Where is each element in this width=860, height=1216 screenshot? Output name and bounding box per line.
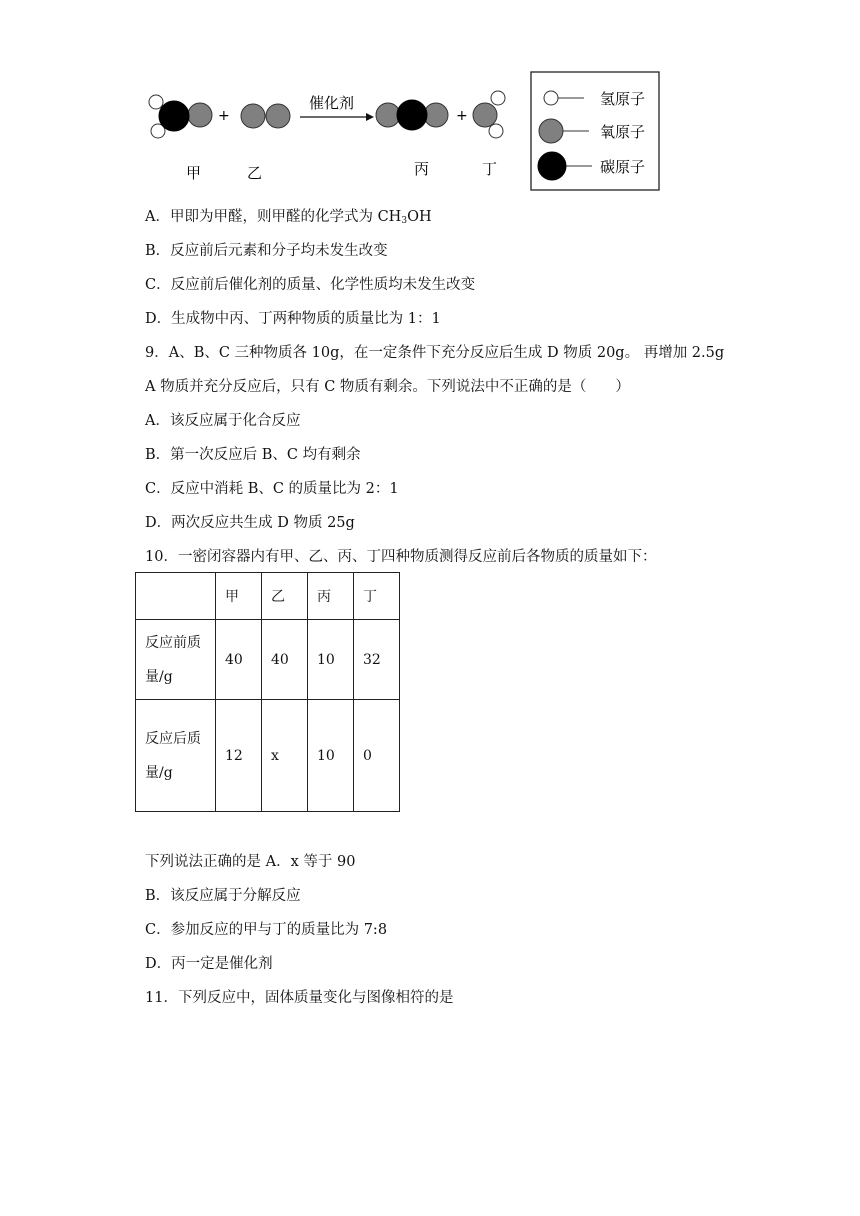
- q10-option-a: 下列说法正确的是 A．x 等于 90: [145, 854, 356, 870]
- row-label-line1: 反应前质: [145, 634, 201, 651]
- q8-option-b: B．反应前后元素和分子均未发生改变: [145, 243, 388, 259]
- q8-option-c: C．反应前后催化剂的质量、化学性质均未发生改变: [145, 277, 476, 293]
- q10-stem: 10．一密闭容器内有甲、乙、丙、丁四种物质测得反应前后各物质的质量如下：: [145, 549, 657, 565]
- row-label-line1: 反应后质: [145, 730, 201, 747]
- q9-stem-line2: A 物质并充分反应后，只有 C 物质有剩余。下列说法中不正确的是（ ）: [145, 379, 630, 395]
- table-header-cell: 丙: [308, 573, 354, 620]
- table-cell: 10: [308, 620, 354, 700]
- q10-option-c: C．参加反应的甲与丁的质量比为 7:8: [145, 922, 388, 938]
- table-row: [136, 620, 400, 700]
- table-header-row: [136, 573, 400, 620]
- plus-sign-1: +: [218, 108, 230, 124]
- table-header-cell: 丁: [354, 573, 400, 620]
- legend: [531, 72, 659, 190]
- table-row-label: [136, 700, 216, 812]
- q8-option-a-subscript: 3: [401, 216, 408, 226]
- carbon-atom-icon: [538, 152, 566, 180]
- molecule-ding: [473, 91, 505, 138]
- oxygen-atom-icon: [539, 119, 563, 143]
- plus-sign-2: +: [456, 108, 468, 124]
- q9-option-d: D．两次反应共生成 D 物质 25g: [145, 515, 355, 531]
- legend-label-hydrogen: 氢原子: [600, 90, 646, 108]
- q8-option-d: D．生成物中丙、丁两种物质的质量比为 1：1: [145, 311, 441, 327]
- legend-label-carbon: 碳原子: [600, 158, 646, 176]
- q9-option-a: A．该反应属于化合反应: [145, 413, 301, 429]
- q9-option-b: B．第一次反应后 B、C 均有剩余: [145, 447, 361, 463]
- molecule-bing: [376, 100, 448, 130]
- table-header-cell: 乙: [262, 573, 308, 620]
- q8-option-a-suffix: OH: [407, 209, 432, 225]
- label-bing: 丙: [414, 160, 430, 178]
- q8-option-a: [145, 207, 432, 231]
- catalyst-label: 催化剂: [309, 94, 355, 112]
- table-row: [136, 700, 400, 812]
- table-cell: 10: [308, 700, 354, 812]
- table-cell: 40: [216, 620, 262, 700]
- table-cell: x: [262, 700, 308, 812]
- table-header-cell: 甲: [216, 573, 262, 620]
- q11-stem: 11．下列反应中，固体质量变化与图像相符的是: [145, 990, 454, 1006]
- row-label-line2: 量/g: [145, 764, 173, 781]
- q9-option-c: C．反应中消耗 B、C 的质量比为 2：1: [145, 481, 399, 497]
- label-yi: 乙: [247, 164, 263, 182]
- reaction-diagram: [140, 68, 670, 198]
- molecule-jia: [149, 95, 212, 138]
- label-jia: 甲: [186, 164, 202, 182]
- table-header-cell: [136, 573, 216, 620]
- row-label-line2: 量/g: [145, 668, 173, 685]
- arrow-head-icon: [366, 113, 374, 121]
- label-ding: 丁: [482, 160, 498, 178]
- q9-stem-line1: 9．A、B、C 三种物质各 10g，在一定条件下充分反应后生成 D 物质 20g。 再增加 2.5g: [145, 345, 725, 361]
- table-cell: 12: [216, 700, 262, 812]
- table-cell: 32: [354, 620, 400, 700]
- q8-option-a-prefix: A．甲即为甲醛，则甲醛的化学式为 CH: [145, 209, 402, 225]
- hydrogen-atom-icon: [544, 91, 558, 105]
- molecule-yi: [241, 104, 290, 128]
- table-row-label: [136, 620, 216, 700]
- legend-label-oxygen: 氧原子: [600, 123, 646, 141]
- mass-table: [135, 572, 400, 812]
- table-cell: 40: [262, 620, 308, 700]
- q10-option-d: D．丙一定是催化剂: [145, 956, 273, 972]
- table-cell: 0: [354, 700, 400, 812]
- q10-option-b: B．该反应属于分解反应: [145, 888, 301, 904]
